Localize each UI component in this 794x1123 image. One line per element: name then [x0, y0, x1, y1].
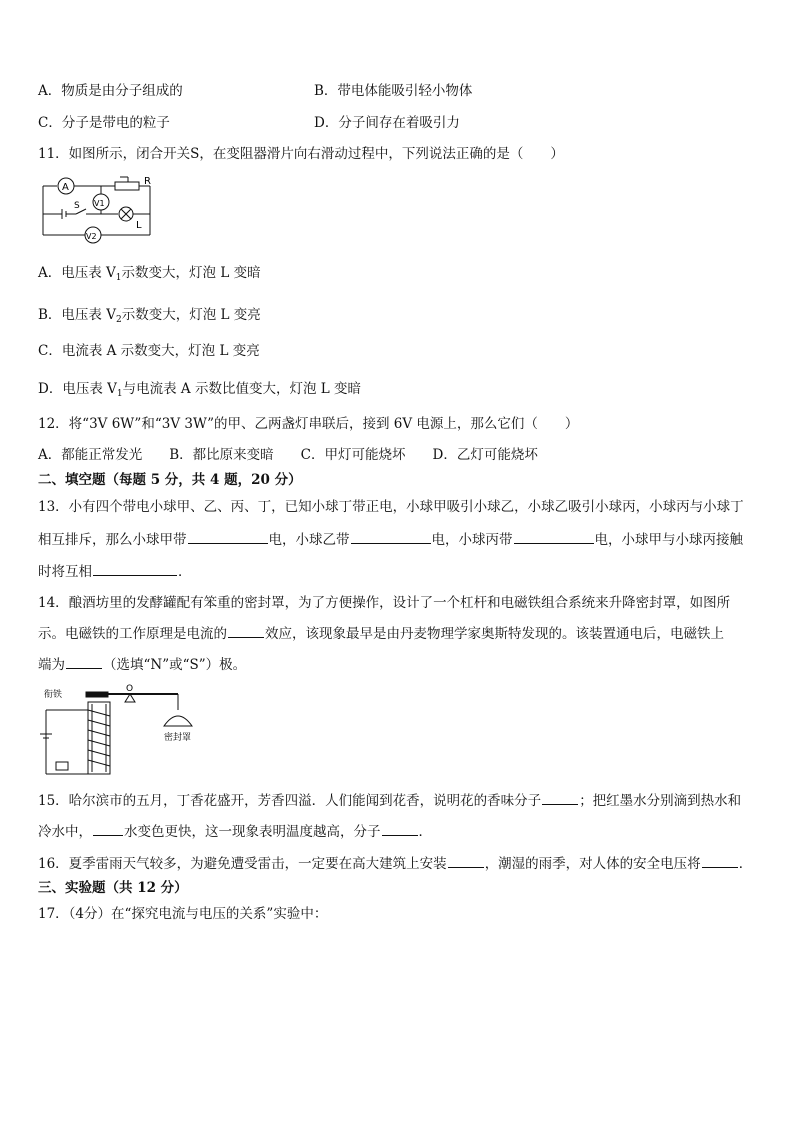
q15-line1-b: ；把红墨水分别滴到热水和: [579, 793, 742, 809]
q13-line1: 13．小有四个带电小球甲、乙、丙、丁，已知小球丁带正电，小球甲吸引小球乙，小球乙吸引小球丙，小球丙与小球丁: [38, 499, 744, 515]
q14-line3-b: （选填“N”或“S”）极。: [103, 657, 247, 673]
q11-option-a-post: 示数变大，灯泡 L 变暗: [121, 265, 261, 281]
q14-line2: [38, 624, 724, 643]
q11-option-d: [38, 380, 361, 403]
q16-line1-a: 16．夏季雷雨天气较多，为避免遭受雷击，一定要在高大建筑上安装: [38, 856, 447, 872]
v1-label: V1: [94, 199, 105, 208]
q14-line2-b: 效应，该现象最早是由丹麦物理学家奥斯特发现的。该装置通电后，电磁铁上: [265, 626, 724, 642]
armature-label: 衔铁: [44, 690, 63, 700]
q11-option-a: [38, 264, 261, 287]
q10-option-b: B．带电体能吸引轻小物体: [314, 83, 473, 99]
ammeter-label: A: [62, 182, 69, 193]
q15-blank-2[interactable]: [93, 822, 123, 836]
lamp-label: L: [136, 220, 142, 231]
q13-blank-2[interactable]: [351, 530, 431, 544]
rheostat-label: R: [144, 176, 151, 187]
q15-line2-c: ．: [418, 824, 432, 840]
q16-blank-2[interactable]: [702, 854, 738, 868]
q11-option-a-pre: A．电压表 V: [38, 265, 116, 281]
q14-line2-a: 示。电磁铁的工作原理是电流的: [38, 626, 227, 642]
q14-electromagnet-diagram: [40, 682, 200, 778]
q17-stem: 17．（4分）在“探究电流与电压的关系”实验中：: [38, 906, 328, 922]
q13-blank-3[interactable]: [514, 530, 594, 544]
q13-line2-d: 电，小球甲与小球丙接触: [594, 532, 743, 548]
q11-option-d-sub: 1: [116, 389, 123, 399]
q10-option-a: A．物质是由分子组成的: [38, 83, 183, 99]
q14-blank-2[interactable]: [66, 655, 102, 669]
switch-box: [56, 762, 68, 770]
electromagnet-coil: [88, 710, 110, 766]
cover-label: 密封罩: [164, 733, 192, 743]
section-2-heading: 二、填空题（每题 5 分，共 4 题，20 分）: [38, 472, 302, 488]
q11-option-d-pre: D．电压表 V: [38, 381, 117, 397]
q15-line1: [38, 791, 741, 810]
q11-stem: 11．如图所示，闭合开关S，在变阻器滑片向右滑动过程中，下列说法正确的是（ ）: [38, 146, 564, 162]
q13-line2: [38, 530, 743, 549]
q15-blank-3[interactable]: [382, 822, 418, 836]
q16-line1: [38, 854, 752, 873]
q12-stem: 12．将“3V 6W”和“3V 3W”的甲、乙两盏灯串联后，接到 6V 电源上，那么它们（ ）: [38, 416, 579, 432]
q16-line1-b: ，潮湿的雨季，对人体的安全电压将: [484, 856, 701, 872]
sealing-cover-symbol: [164, 716, 192, 726]
q15-line1-a: 15．哈尔滨市的五月，丁香花盛开，芳香四溢．人们能闻到花香，说明花的香味分子: [38, 793, 542, 809]
rheostat-symbol: [115, 182, 139, 190]
section-3-heading: 三、实验题（共 12 分）: [38, 880, 188, 896]
q14-line3: [38, 655, 246, 674]
q11-option-b-post: 示数变大，灯泡 L 变亮: [121, 307, 261, 323]
q14-line3-a: 端为: [38, 657, 65, 673]
q13-line2-b: 电，小球乙带: [268, 532, 350, 548]
v2-label: V2: [86, 232, 97, 241]
q16-blank-1[interactable]: [448, 854, 484, 868]
pivot-symbol: [125, 694, 135, 702]
q15-blank-1[interactable]: [542, 791, 578, 805]
q11-option-d-post: 与电流表 A 示数比值变大，灯泡 L 变暗: [122, 381, 361, 397]
switch-label: S: [74, 201, 80, 211]
q13-line2-a: 相互排斥，那么小球甲带: [38, 532, 187, 548]
q11-option-a-sub: 1: [115, 273, 122, 283]
q10-option-d: D．分子间存在着吸引力: [314, 115, 460, 131]
q15-line2-a: 冷水中，: [38, 824, 92, 840]
q12-options: A．都能正常发光 B．都比原来变暗 C．甲灯可能烧坏 D．乙灯可能烧坏: [38, 447, 538, 463]
q11-circuit-diagram: [40, 173, 160, 245]
q14-line1: 14．酿酒坊里的发酵罐配有笨重的密封罩，为了方便操作，设计了一个杠杆和电磁铁组合系统来升降密封罩，如图所: [38, 595, 731, 611]
q13-blank-1[interactable]: [188, 530, 268, 544]
q13-blank-4[interactable]: [93, 562, 177, 576]
q13-line2-c: 电，小球丙带: [431, 532, 513, 548]
q15-line2: [38, 822, 432, 841]
armature-symbol: [86, 692, 108, 697]
q15-line2-b: 水变色更快，这一现象表明温度越高，分子: [124, 824, 381, 840]
q13-line3: [38, 562, 192, 581]
q11-option-b: [38, 306, 261, 329]
q11-option-b-sub: 2: [115, 315, 122, 325]
q16-line1-c: ．: [738, 856, 753, 872]
pivot-label: O: [126, 684, 134, 694]
q13-line3-a: 时将互相: [38, 564, 92, 580]
q11-option-c: C．电流表 A 示数变大，灯泡 L 变亮: [38, 343, 260, 359]
q11-option-b-pre: B．电压表 V: [38, 307, 116, 323]
q10-option-c: C．分子是带电的粒子: [38, 115, 170, 131]
q14-blank-1[interactable]: [228, 624, 264, 638]
q13-line3-b: ．: [178, 564, 192, 580]
